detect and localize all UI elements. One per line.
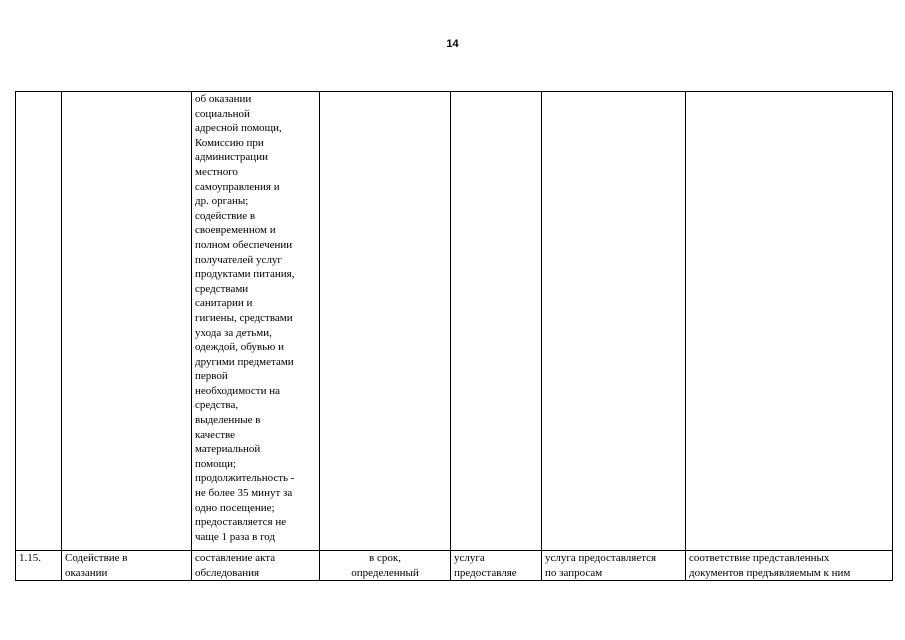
cell-service	[62, 92, 192, 551]
table-row-1-15	[16, 551, 893, 581]
cell-service: Содействие в оказании	[62, 551, 192, 581]
cell-content: составление акта обследования	[192, 551, 320, 581]
cell-conditions: услуга предоставляе	[451, 551, 542, 581]
cell-deadline	[320, 92, 451, 551]
table-row-continuation	[16, 92, 893, 551]
cell-content: об оказании социальной адресной помощи, Комиссию при администрации местного самоуправления и др. органы; содействие в своевременном и полном обеспечении получателей услуг продуктами питания, средствами санитарии и гигиены, средствами ухода за детьми, одеждой, обувью и другими предметами первой необходимости на средства, выделенные в качестве материальной помощи; продолжительность - не более 35 минут за одно посещение; предоставляется не чаще 1 раза в год	[192, 92, 320, 551]
cell-frequency: услуга предоставляется по запросам	[542, 551, 686, 581]
cell-conditions	[451, 92, 542, 551]
cell-number	[16, 92, 62, 551]
cell-deadline: в срок, определенный	[320, 551, 451, 581]
cell-requirements: соответствие представленных документов предъявляемым к ним	[686, 551, 893, 581]
cell-frequency	[542, 92, 686, 551]
cell-requirements	[686, 92, 893, 551]
cell-number: 1.15.	[16, 551, 62, 581]
services-table	[15, 91, 893, 581]
page-number: 14	[446, 38, 459, 50]
